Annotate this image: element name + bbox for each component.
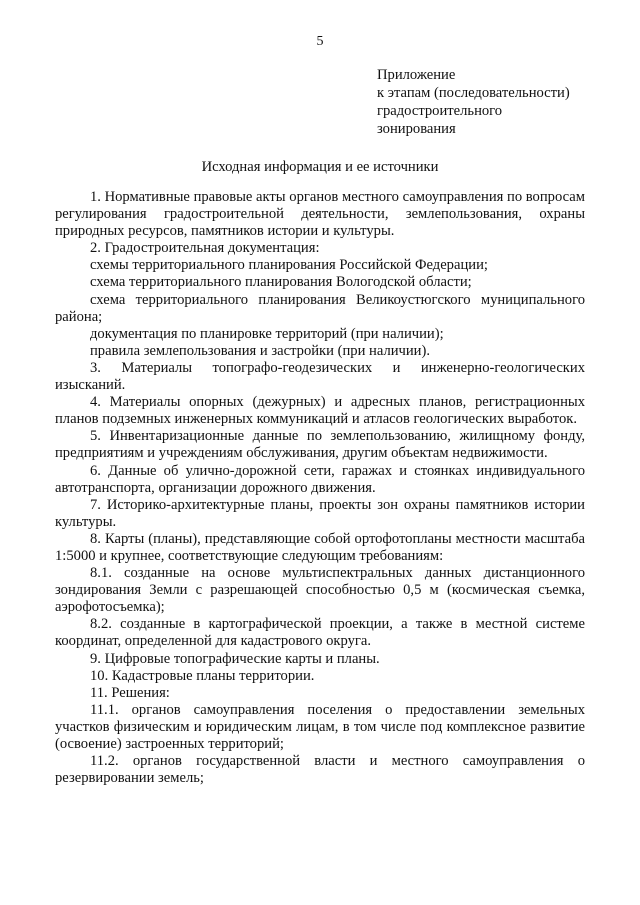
- list-item: схема территориального планирования Вологодской области;: [90, 274, 472, 291]
- list-item: 7. Историко-архитектурные планы, проекты зон охраны памятников истории культуры.: [55, 496, 585, 530]
- list-item: 2. Градостроительная документация:: [90, 240, 320, 257]
- list-item: 3. Материалы топографо-геодезических и инженерно-геологических изысканий.: [55, 359, 585, 394]
- list-item: схема территориального планирования Великоустюгского муниципального района;: [55, 291, 585, 325]
- appendix-line: зонирования: [377, 121, 456, 137]
- appendix-line: Приложение: [377, 67, 456, 83]
- list-item: 8.1. созданные на основе мультиспектральных данных дистанционного зондирования Земли с разрешающей способностью 0,5 м (космическая съемка, аэрофотосъемка);: [55, 565, 585, 616]
- list-item: правила землепользования и застройки (при наличии).: [90, 342, 431, 359]
- document-body: [55, 189, 585, 787]
- list-item: 4. Материалы опорных (дежурных) и адресных планов, регистрационных планов подземных инженерных коммуникаций и атласов геологических выработок.: [55, 394, 585, 428]
- document-title: Исходная информация и ее источники: [201, 159, 439, 175]
- list-item: 8.2. созданные в картографической проекции, а также в местной системе координат, определенной для кадастрового округа.: [55, 616, 585, 650]
- appendix-note: [377, 66, 627, 138]
- list-item: 11.1. органов самоуправления поселения о предоставлении земельных участков физическим и юридическим лицам, в том числе под комплексное развитие (освоение) застроенных территорий;: [55, 701, 585, 752]
- list-item: схемы территориального планирования Российской Федерации;: [90, 257, 488, 274]
- list-item: 5. Инвентаризационные данные по землепользованию, жилищному фонду, предприятиям и учреждениям обслуживания, другим объектам недвижимости.: [55, 428, 585, 462]
- list-item: 1. Нормативные правовые акты органов местного самоуправления по вопросам регулирования градостроительной деятельности, землепользования, охраны природных ресурсов, памятников истории и культуры.: [55, 189, 585, 240]
- list-item: 11. Решения:: [90, 684, 170, 701]
- list-item: 6. Данные об улично-дорожной сети, гаражах и стоянках индивидуального автотранспорта, организации дорожного движения.: [55, 462, 585, 496]
- list-item: документация по планировке территорий (при наличии);: [90, 325, 444, 342]
- list-item: 8. Карты (планы), представляющие собой ортофотопланы местности масштаба 1:5000 и крупнее, соответствующие следующим требованиям:: [55, 530, 585, 564]
- list-item: 11.2. органов государственной власти и местного самоуправления о резервировании земель;: [55, 753, 585, 787]
- page-number: 5: [316, 34, 324, 49]
- appendix-line: к этапам (последовательности): [377, 85, 570, 101]
- list-item: 9. Цифровые топографические карты и планы.: [90, 650, 380, 667]
- list-item: 10. Кадастровые планы территории.: [90, 667, 315, 684]
- appendix-line: градостроительного: [377, 103, 503, 119]
